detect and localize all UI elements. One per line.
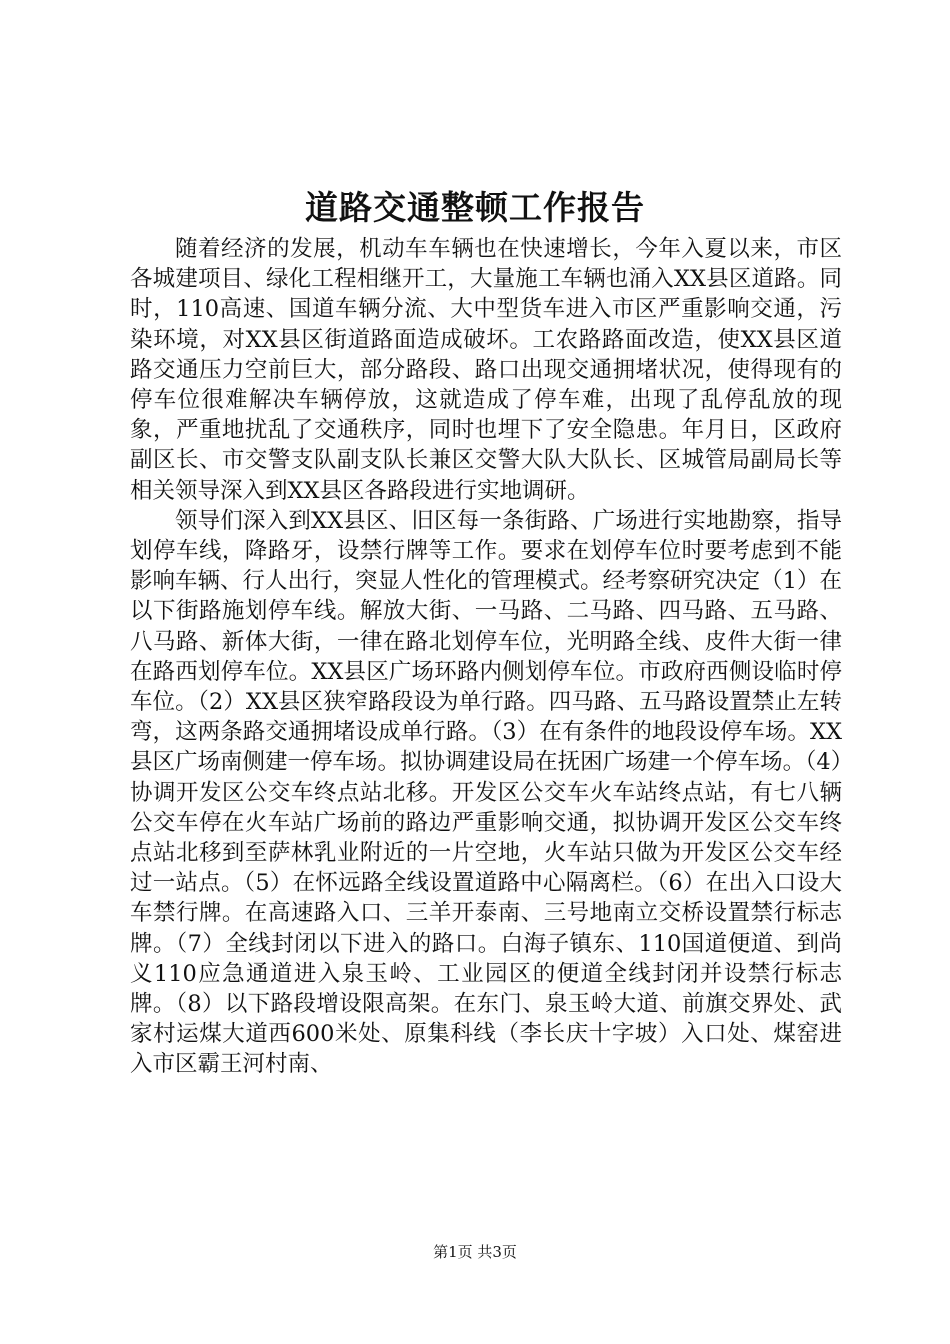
document-body (130, 234, 842, 1080)
document-title: 道路交通整顿工作报告 (305, 188, 645, 227)
paragraph-2: 领导们深入到XX县区、旧区每一条街路、广场进行实地勘察，指导划停车线，降路牙，设禁行牌等工作。要求在划停车位时要考虑到不能影响车辆、行人出行，突显人性化的管理模式。经考察研究决定（1）在以下街路施划停车线。解放大街、一马路、二马路、四马路、五马路、八马路、新体大街，一律在路北划停车位，光明路全线、皮件大街一律在路西划停车位。XX县区广场环路内侧划停车位。市政府西侧设临时停车位。（2）XX县区狭窄路段设为单行路。四马路、五马路设置禁止左转弯，这两条路交通拥堵设成单行路。（3）在有条件的地段设停车场。XX县区广场南侧建一停车场。拟协调建设局在抚困广场建一个停车场。（4）协调开发区公交车终点站北移。开发区公交车火车站终点站，有七八辆公交车停在火车站广场前的路边严重影响交通，拟协调开发区公交车终点站北移到至萨林乳业附近的一片空地，火车站只做为开发区公交车经过一站点。（5）在怀远路全线设置道路中心隔离栏。（6）在出入口设大车禁行牌。在高速路入口、三羊开泰南、三号地南立交桥设置禁行标志牌。（7）全线封闭以下进入的路口。白海子镇东、110国道便道、到尚义110应急通道进入泉玉岭、工业园区的便道全线封闭并设禁行标志牌。（8）以下路段增设限高架。在东门、泉玉岭大道、前旗交界处、武家村运煤大道西600米处、原集科线（李长庆十字坡）入口处、煤窑进入市区霸王河村南、 (130, 507, 842, 1078)
page-number-footer: 第1页 共3页 (433, 1243, 517, 1261)
paragraph-1: 随着经济的发展，机动车车辆也在快速增长，今年入夏以来，市区各城建项目、绿化工程相继开工，大量施工车辆也涌入XX县区道路。同时，110高速、国道车辆分流、大中型货车进入市区严重影响交通，污染环境，对XX县区街道路面造成破坏。工农路路面改造，使XX县区道路交通压力空前巨大，部分路段、路口出现交通拥堵状况，使得现有的停车位很难解决车辆停放，这就造成了停车难，出现了乱停乱放的现象，严重地扰乱了交通秩序，同时也埋下了安全隐患。年月日，区政府副区长、市交警支队副支队长兼区交警大队大队长、区城管局副局长等相关领导深入到XX县区各路段进行实地调研。 (130, 236, 842, 504)
